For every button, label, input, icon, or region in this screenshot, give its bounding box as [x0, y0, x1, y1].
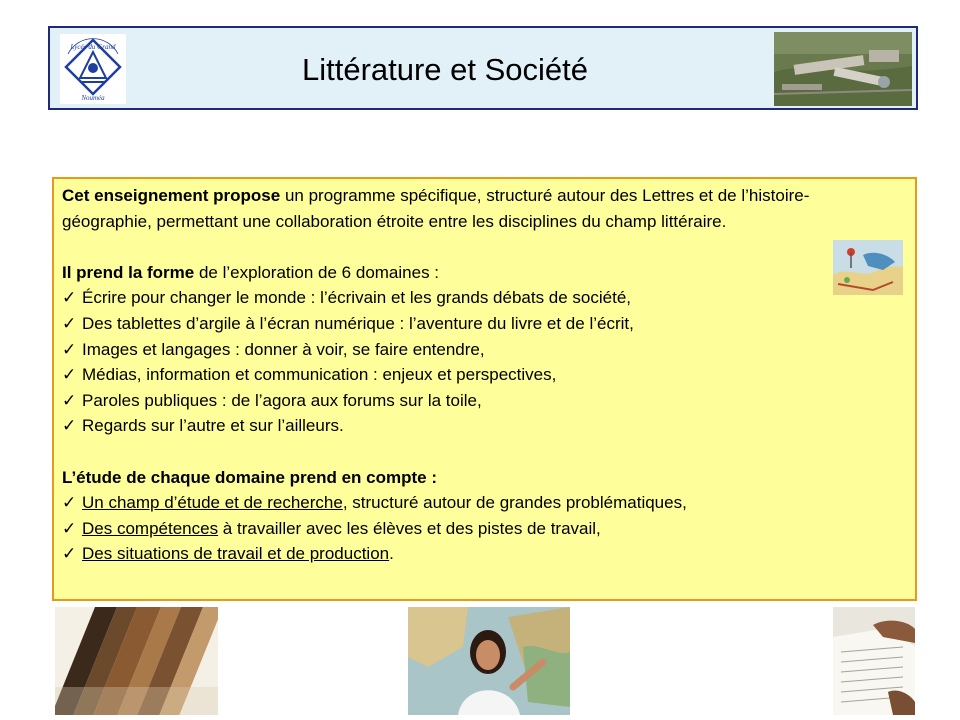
domain-text: Paroles publiques : de l’agora aux forums sur la toile, [82, 390, 482, 410]
logo-text-bottom: Nouméa [81, 94, 105, 102]
aspect-link: Des compétences [82, 518, 219, 538]
checkmark-icon: ✓ [62, 416, 77, 436]
domain-item [62, 337, 882, 363]
domain-item [62, 413, 882, 439]
page-title: Littérature et Société [301, 52, 589, 87]
aspect-item [62, 541, 882, 567]
intro-paragraph [62, 183, 882, 234]
intro-text: un programme spécifique, structuré autour des Lettres et de l’histoire-géographie, permettant une collaboration étroite entre les disciplines du champ littéraire. [62, 186, 810, 231]
checkmark-icon: ✓ [62, 544, 77, 564]
domains-intro-text: de l’exploration de 6 domaines : [194, 262, 440, 282]
domain-text: Images et langages : donner à voir, se faire entendre, [82, 339, 485, 359]
domain-item [62, 362, 882, 388]
aspect-text: à travailler avec les élèves et des pistes de travail, [218, 518, 601, 538]
domain-item [62, 388, 882, 414]
logo-text-top: Lycée du Grand [70, 43, 116, 51]
aspect-item [62, 490, 882, 516]
domain-text: Écrire pour changer le monde : l’écrivain et les grands débats de société, [82, 288, 632, 308]
content-text [62, 183, 882, 567]
study-intro-bold: L’étude de chaque domaine prend en compte : [62, 467, 438, 487]
domain-item [62, 311, 882, 337]
domains-intro [62, 260, 882, 286]
checkmark-icon: ✓ [62, 493, 77, 513]
domain-text: Des tablettes d’argile à l’écran numérique : l’aventure du livre et de l’écrit, [82, 313, 634, 333]
checkmark-icon: ✓ [62, 339, 77, 359]
checkmark-icon: ✓ [62, 313, 77, 333]
campus-photo [774, 32, 912, 106]
checkmark-icon: ✓ [62, 518, 77, 538]
checkmark-icon: ✓ [62, 365, 77, 385]
books-photo [55, 607, 218, 715]
checkmark-icon: ✓ [62, 390, 77, 410]
teacher-photo [408, 607, 570, 715]
aspect-link: Des situations de travail et de production [82, 544, 390, 564]
domains-intro-bold: Il prend la forme [62, 262, 195, 282]
intro-bold: Cet enseignement propose [62, 186, 281, 205]
aspect-item [62, 516, 882, 542]
domain-text: Regards sur l’autre et sur l’ailleurs. [82, 416, 344, 436]
map-icon [833, 240, 903, 295]
school-logo [60, 34, 126, 104]
aspect-text: , structuré autour de grandes problématiques, [342, 493, 687, 513]
domain-text: Médias, information et communication : enjeux et perspectives, [82, 365, 557, 385]
aspect-text: . [389, 544, 394, 564]
study-intro [62, 465, 882, 491]
checkmark-icon: ✓ [62, 288, 77, 308]
reading-photo [833, 607, 915, 715]
aspect-link: Un champ d’étude et de recherche [82, 493, 343, 513]
domain-item [62, 285, 882, 311]
